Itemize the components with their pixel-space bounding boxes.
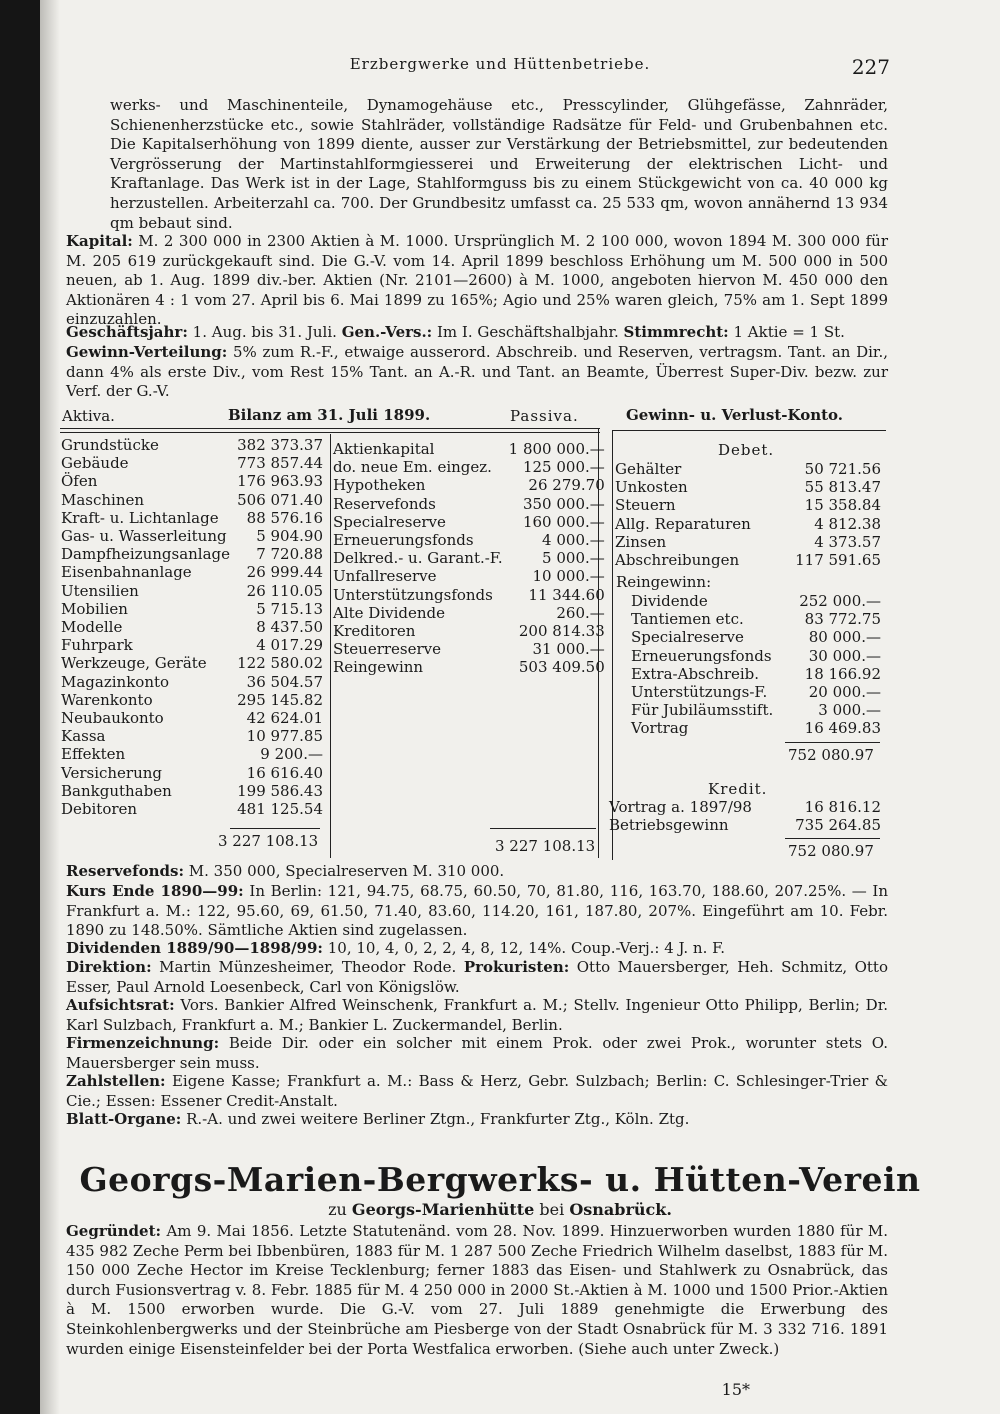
- gewinnverteilung-text: 5% zum R.-F., etwaige ausserord. Abschreib. und Reserven, vertragsm. Tant. an Dir., dann 4% als erste Div., vom Rest 15% Tant. an A.-R. und Tant. an Beamte, Überrest Super-Div. bezw. zur Verf. der G.-V.: [66, 343, 888, 401]
- debet-row: [612, 551, 884, 569]
- passiva-row: [330, 658, 608, 676]
- running-header: Erzbergwerke und Hüttenbetriebe.: [349, 55, 651, 73]
- kredit-row: [606, 798, 884, 816]
- organe-text: R.-A. und zwei weitere Berliner Ztgn., Frankfurter Ztg., Köln. Ztg.: [186, 1110, 690, 1128]
- reingewinn-row-label: Tantiemen etc.: [631, 610, 744, 629]
- aktiva-sum-rule: [230, 828, 320, 829]
- zahlstellen-label: Zahlstellen:: [66, 1072, 166, 1090]
- aktiva-row-label: Magazinkonto: [61, 672, 170, 691]
- kredit-row-label: Vortrag a. 1897/98: [609, 798, 752, 816]
- debet-row-label: Unkosten: [615, 478, 688, 497]
- aktiva-row: [58, 782, 326, 800]
- direktion-text: Martin Münzesheimer, Theodor Rode.: [159, 958, 457, 976]
- geschaeftsjahr-label: Geschäftsjahr:: [66, 323, 188, 341]
- debet-row-value: 50 721.56: [804, 460, 881, 478]
- passiva-row: [330, 458, 608, 476]
- reingewinn-row: [628, 592, 884, 610]
- organe-label: Blatt-Organe:: [66, 1110, 182, 1128]
- company-heading: Georgs-Marien-Bergwerks- u. Hütten-Verein: [79, 1160, 921, 1199]
- signature-mark: 15*: [721, 1380, 750, 1399]
- passiva-row-value: 4 000.—: [542, 531, 605, 550]
- reingewinn-row-value: 83 772.75: [804, 610, 881, 629]
- reingewinn-row-value: 16 469.83: [804, 719, 881, 738]
- debet-row: [612, 496, 884, 514]
- page-number: 227: [851, 55, 890, 79]
- aufsichtsrat-label: Aufsichtsrat:: [66, 996, 175, 1014]
- aktiva-row: [58, 563, 326, 581]
- kurs-text: In Berlin: 121, 94.75, 68.75, 60.50, 70, 81.80, 116, 163.70, 188.60, 207.25%. — In Frankfurt a. M.: 122, 95.60, 69, 61.50, 71.40, 83.60, 114.20, 161, 187.80, 207%. Eingeführt am 10. Febr. 1890 zu 148.50%. Sämtliche Aktien sind zugelassen.: [66, 882, 888, 940]
- passiva-row: [330, 440, 608, 458]
- gv-label: Gen.-Vers.:: [341, 323, 433, 341]
- firmenzeichnung-label: Firmenzeichnung:: [66, 1034, 220, 1052]
- passiva-sum-rule: [490, 828, 596, 829]
- firmenzeichnung-text: Beide Dir. oder ein solcher mit einem Prok. oder zwei Prok., worunter stets O. Mauersberger sein muss.: [66, 1034, 888, 1072]
- passiva-row-label: Steuerreserve: [333, 640, 442, 659]
- debet-row-value: 4 812.38: [814, 514, 881, 533]
- aktiva-row-value: 295 145.82: [237, 690, 323, 709]
- aktiva-row-value: 9 200.—: [260, 745, 323, 764]
- debet-row-value: 117 591.65: [795, 551, 881, 570]
- aktiva-row-value: 382 373.37: [237, 436, 323, 454]
- passiva-row: [330, 531, 608, 549]
- aktiva-row-label: Bankguthaben: [61, 781, 172, 800]
- aktiva-row-label: Warenkonto: [61, 690, 153, 709]
- passiva-row: [330, 604, 608, 622]
- debet-row-label: Zinsen: [615, 532, 667, 551]
- subtitle-place: Georgs-Marienhütte: [351, 1200, 535, 1219]
- passiva-row: [330, 549, 608, 567]
- kurs-paragraph: [66, 882, 888, 941]
- debet-row-value: 55 813.47: [804, 478, 881, 497]
- aktiva-row-label: Gas- u. Wasserleitung: [61, 527, 227, 546]
- reingewinn-row-label: Erneuerungsfonds: [631, 646, 772, 665]
- passiva-row-label: Delkred.- u. Garant.-F.: [333, 549, 503, 568]
- kredit-total: 752 080.97: [788, 842, 874, 860]
- aktiva-row-value: 176 963.93: [237, 472, 323, 491]
- kredit-row-label: Betriebsgewinn: [609, 816, 729, 835]
- reingewinn-row: [628, 665, 884, 683]
- aktiva-row-value: 26 999.44: [246, 563, 323, 582]
- passiva-total: 3 227 108.13: [495, 837, 596, 855]
- passiva-row-label: Kreditoren: [333, 622, 416, 641]
- aktiva-row: [58, 436, 326, 454]
- kredit-heading: Kredit.: [708, 780, 768, 798]
- passiva-heading: Passiva.: [510, 407, 579, 425]
- aktiva-row-label: Utensilien: [61, 581, 139, 600]
- passiva-row: [330, 567, 608, 585]
- reservefonds-paragraph: [66, 862, 888, 882]
- passiva-row-label: Erneuerungsfonds: [333, 531, 474, 550]
- reingewinn-label: Reingewinn:: [616, 573, 712, 591]
- aktiva-row-value: 10 977.85: [246, 727, 323, 746]
- aktiva-row-label: Maschinen: [61, 490, 145, 509]
- passiva-row: [330, 640, 608, 658]
- aktiva-row-label: Modelle: [61, 618, 123, 637]
- aktiva-row-label: Eisenbahnanlage: [61, 563, 192, 582]
- aktiva-row-label: Werkzeuge, Geräte: [61, 654, 207, 673]
- aktiva-row-value: 42 624.01: [246, 709, 323, 728]
- gv-text: Im I. Geschäftshalbjahr.: [437, 323, 619, 341]
- direktion-paragraph: [66, 958, 888, 997]
- kurs-label: Kurs Ende 1890—99:: [66, 882, 244, 900]
- firmenzeichnung-paragraph: [66, 1034, 888, 1073]
- stimmrecht-label: Stimmrecht:: [623, 323, 729, 341]
- subtitle-bei: bei: [539, 1200, 565, 1219]
- aktiva-row-value: 122 580.02: [237, 654, 323, 673]
- kapital-label: Kapital:: [66, 232, 133, 250]
- debet-heading: Debet.: [718, 441, 775, 459]
- reingewinn-row-value: 30 000.—: [808, 646, 881, 665]
- reservefonds-label: Reservefonds:: [66, 862, 184, 880]
- passiva-row-value: 5 000.—: [542, 549, 605, 568]
- reingewinn-row: [628, 628, 884, 646]
- debet-row-label: Steuern: [615, 496, 676, 515]
- debet-row-value: 15 358.84: [804, 496, 881, 515]
- bilanz-title: Bilanz am 31. Juli 1899.: [228, 406, 431, 424]
- debet-sum-rule: [785, 742, 880, 743]
- aktiva-row: [58, 654, 326, 672]
- reingewinn-row-label: Unterstützungs-F.: [631, 683, 768, 702]
- aktiva-row-label: Kraft- u. Lichtanlage: [61, 508, 219, 527]
- reingewinn-row-label: Dividende: [631, 592, 708, 610]
- aktiva-row: [58, 636, 326, 654]
- geschaeftsjahr-text: 1. Aug. bis 31. Juli.: [192, 323, 337, 341]
- reingewinn-row-value: 3 000.—: [818, 701, 881, 720]
- aktiva-row-value: 7 720.88: [256, 545, 323, 564]
- kredit-row-value: 735 264.85: [795, 816, 881, 835]
- aktiva-row: [58, 727, 326, 745]
- reingewinn-row: [628, 719, 884, 737]
- aktiva-row: [58, 472, 326, 490]
- dividenden-paragraph: [66, 939, 888, 959]
- passiva-row-value: 1 800 000.—: [508, 440, 605, 458]
- aktiva-row-label: Kassa: [61, 727, 106, 746]
- reingewinn-row-value: 18 166.92: [804, 664, 881, 683]
- reingewinn-row-value: 80 000.—: [808, 628, 881, 647]
- passiva-row-value: 10 000.—: [532, 567, 605, 586]
- aktiva-row-value: 506 071.40: [237, 490, 323, 509]
- gegruendet-text: Am 9. Mai 1856. Letzte Statutenänd. vom 28. Nov. 1899. Hinzuerworben wurden 1880 für M. 435 982 Zeche Perm bei Ibbenbüren, 1883 für M. 1 287 500 Zeche Friedrich Wilhelm daselbst, 1883 für M. 150 000 Zeche Hector im Kreise Tecklenburg; ferner 1883 das Eisen- und Stahlwerk zu Osnabrück, das durch Fusionsvertrag v. 8. Febr. 1885 für M. 4 250 000 in 2000 St.-Aktien à M. 1000 und 1500 Prior.-Aktien à M. 1500 erworben wurde. Die G.-V. vom 27. Juli 1889 genehmigte die Erwerbung des Steinkohlenbergwerks und der Steinbrüche am Piesberge von der Stadt Osnabrück für M. 3 332 716. 1891 wurden einige Eisensteinfelder bei der Porta Westfalica erworben. (Siehe auch unter Zweck.): [66, 1222, 888, 1358]
- aktiva-row: [58, 745, 326, 763]
- aktiva-row: [58, 545, 326, 563]
- aktiva-row-value: 199 586.43: [237, 781, 323, 800]
- aktiva-row: [58, 800, 326, 818]
- aktiva-row: [58, 582, 326, 600]
- aktiva-row: [58, 509, 326, 527]
- gewinnverteilung-label: Gewinn-Verteilung:: [66, 343, 228, 361]
- debet-row: [612, 515, 884, 533]
- aktiva-row-label: Dampfheizungsanlage: [61, 545, 231, 564]
- reingewinn-row: [628, 701, 884, 719]
- passiva-row: [330, 476, 608, 494]
- subtitle-city: Osnabrück.: [569, 1200, 672, 1219]
- passiva-row-label: Unfallreserve: [333, 567, 437, 586]
- debet-row-label: Gehälter: [615, 460, 682, 478]
- prokuristen-label: Prokuristen:: [463, 958, 570, 976]
- reingewinn-row: [628, 683, 884, 701]
- passiva-row-value: 31 000.—: [532, 640, 605, 659]
- reingewinn-row-label: Extra-Abschreib.: [631, 664, 760, 683]
- passiva-row-label: Reingewinn: [333, 658, 424, 677]
- debet-row: [612, 460, 884, 478]
- passiva-row-label: Specialreserve: [333, 512, 446, 531]
- aktiva-row-label: Neubaukonto: [61, 709, 164, 728]
- aktiva-heading: Aktiva.: [62, 407, 115, 425]
- kredit-row-value: 16 816.12: [804, 798, 881, 816]
- passiva-row-label: Reservefonds: [333, 494, 436, 513]
- zahlstellen-paragraph: [66, 1072, 888, 1111]
- reingewinn-row: [628, 647, 884, 665]
- aktiva-row: [58, 709, 326, 727]
- aktiva-row: [58, 527, 326, 545]
- aktiva-row: [58, 491, 326, 509]
- aktiva-row-value: 5 715.13: [256, 599, 323, 618]
- guv-title: Gewinn- u. Verlust-Konto.: [626, 406, 843, 424]
- guv-top-rule: [612, 430, 886, 431]
- passiva-table: [330, 440, 608, 677]
- passiva-row: [330, 586, 608, 604]
- aktiva-row: [58, 673, 326, 691]
- direktion-label: Direktion:: [66, 958, 152, 976]
- reingewinn-row-label: Specialreserve: [631, 628, 744, 647]
- prokuristen-text: Otto Mauersberger, Heh. Schmitz, Otto Esser, Paul Arnold Loesenbeck, Carl von Königslöw.: [66, 958, 888, 996]
- reingewinn-table: [628, 592, 884, 738]
- passiva-row-label: Aktienkapital: [333, 440, 435, 458]
- aufsichtsrat-text: Vors. Bankier Alfred Weinschenk, Frankfurt a. M.; Stellv. Ingenieur Otto Philipp, Berlin; Dr. Karl Sulzbach, Frankfurt a. M.; Bankier L. Zuckermandel, Berlin.: [66, 996, 888, 1034]
- passiva-row: [330, 513, 608, 531]
- aktiva-row-label: Öfen: [61, 472, 98, 491]
- subtitle-zu: zu: [328, 1200, 347, 1219]
- aktiva-row-value: 26 110.05: [246, 581, 323, 600]
- passiva-row-label: Unterstützungsfonds: [333, 585, 493, 604]
- gegruendet-paragraph: [66, 1222, 888, 1359]
- aktiva-row-value: 481 125.54: [237, 800, 323, 819]
- gewinnverteilung-paragraph: [66, 343, 888, 402]
- aktiva-row-value: 16 616.40: [246, 763, 323, 782]
- debet-row: [612, 533, 884, 551]
- reingewinn-row-label: Vortrag: [631, 719, 689, 738]
- passiva-row-label: Hypotheken: [333, 476, 426, 495]
- reingewinn-row-value: 20 000.—: [808, 683, 881, 702]
- debet-row-label: Abschreibungen: [615, 551, 740, 570]
- passiva-row-value: 260.—: [556, 603, 605, 622]
- debet-row: [612, 478, 884, 496]
- aktiva-row: [58, 691, 326, 709]
- aktiva-row: [58, 600, 326, 618]
- aktiva-row-label: Mobilien: [61, 599, 128, 618]
- aktiva-row-label: Effekten: [61, 745, 126, 764]
- debet-row-label: Allg. Reparaturen: [615, 514, 751, 533]
- reingewinn-row-value: 252 000.—: [799, 592, 881, 610]
- passiva-row-label: do. neue Em. eingez.: [333, 458, 492, 477]
- bilanz-top-rule-2: [60, 432, 600, 433]
- passiva-row: [330, 495, 608, 513]
- intro-paragraph: werks- und Maschinenteile, Dynamogehäuse etc., Presscylinder, Glühgefässe, Zahnräder, Schienenherzstücke etc., sowie Stahlräder, vollständige Radsätze für Feld- und Grubenbahnen etc. Die Kapitalserhöhung von 1899 diente, ausser zur Verstärkung der Betriebsmittel, zur bedeutenden Vergrösserung der Martinstahlformgiesserei und Erweiterung der elektrischen Licht- und Kraftanlage. Das Werk ist in der Lage, Stahlformguss bis zu einem Stückgewicht von ca. 40 000 kg herzustellen. Arbeiterzahl ca. 700. Der Grundbesitz umfasst ca. 25 533 qm, wovon annähernd 13 934 qm bebaut sind.: [110, 96, 888, 232]
- reservefonds-text: M. 350 000, Specialreserven M. 310 000.: [188, 862, 505, 880]
- kredit-sum-rule: [785, 838, 880, 839]
- debet-total: 752 080.97: [788, 746, 874, 764]
- aktiva-row-value: 36 504.57: [246, 672, 323, 691]
- aktiva-row: [58, 764, 326, 782]
- aktiva-table: [58, 436, 326, 818]
- kapital-paragraph: [66, 232, 888, 330]
- aktiva-row-label: Debitoren: [61, 800, 138, 819]
- passiva-row-value: 26 279.70: [528, 476, 605, 495]
- passiva-row-value: 503 409.50: [518, 658, 605, 677]
- passiva-row: [330, 622, 608, 640]
- aufsichtsrat-paragraph: [66, 996, 888, 1035]
- aktiva-row-value: 773 857.44: [237, 454, 323, 473]
- passiva-row-value: 125 000.—: [522, 458, 605, 477]
- bilanz-top-rule: [60, 428, 600, 429]
- zahlstellen-text: Eigene Kasse; Frankfurt a. M.: Bass & Herz, Gebr. Sulzbach; Berlin: C. Schlesinger-Trier & Cie.; Essen: Essener Credit-Anstalt.: [66, 1072, 888, 1110]
- dividenden-label: Dividenden 1889/90—1898/99:: [66, 939, 323, 957]
- reingewinn-row: [628, 610, 884, 628]
- stimmrecht-text: 1 Aktie = 1 St.: [733, 323, 845, 341]
- aktiva-row-value: 88 576.16: [246, 508, 323, 527]
- kredit-row: [606, 816, 884, 834]
- geschaeftsjahr-paragraph: [66, 323, 888, 343]
- aktiva-row-label: Gebäude: [61, 454, 129, 473]
- passiva-row-value: 160 000.—: [522, 512, 605, 531]
- debet-table: [612, 460, 884, 569]
- dividenden-text: 10, 10, 4, 0, 2, 2, 4, 8, 12, 14%. Coup.-Verj.: 4 J. n. F.: [327, 939, 725, 957]
- passiva-row-label: Alte Dividende: [333, 603, 446, 622]
- debet-row-value: 4 373.57: [814, 532, 881, 551]
- aktiva-row-label: Grundstücke: [61, 436, 159, 454]
- reingewinn-row-label: Für Jubiläumsstift.: [631, 701, 774, 720]
- gegruendet-label: Gegründet:: [66, 1222, 162, 1240]
- organe-paragraph: [66, 1110, 888, 1130]
- aktiva-row-label: Versicherung: [61, 763, 163, 782]
- passiva-row-value: 200 814.33: [518, 622, 605, 641]
- company-subheading: [0, 1200, 1000, 1219]
- aktiva-row-value: 5 904.90: [256, 527, 323, 546]
- passiva-row-value: 350 000.—: [522, 494, 605, 513]
- aktiva-total: 3 227 108.13: [218, 832, 319, 850]
- aktiva-row-value: 4 017.29: [256, 636, 323, 655]
- aktiva-row-value: 8 437.50: [256, 618, 323, 637]
- aktiva-row-label: Fuhrpark: [61, 636, 133, 655]
- kredit-table: [606, 798, 884, 834]
- passiva-row-value: 11 344.60: [528, 585, 605, 604]
- aktiva-row: [58, 618, 326, 636]
- aktiva-row: [58, 454, 326, 472]
- kapital-text: M. 2 300 000 in 2300 Aktien à M. 1000. Ursprünglich M. 2 100 000, wovon 1894 M. 300 000 für M. 205 619 zurückgekauft sind. Die G.-V. vom 14. April 1899 beschloss Erhöhung um M. 500 000 in 500 neuen, ab 1. Aug. 1899 div.-ber. Aktien (Nr. 2101—2600) à M. 1000, angeboten hiervon M. 450 000 den Aktionären 4 : 1 vom 27. April bis 6. Mai 1899 zu 165%; Agio und 25% waren gleich, 75% am 1. Sept 1899 einzuzahlen.: [66, 232, 888, 329]
